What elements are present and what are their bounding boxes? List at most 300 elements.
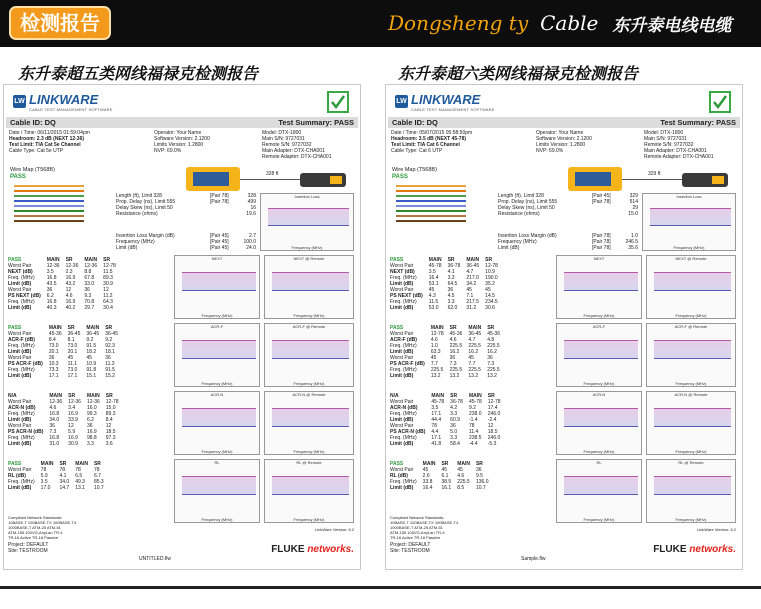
- mini-chart-title: ACR-F @ Remote: [292, 324, 326, 329]
- remote-tester-icon: [300, 173, 346, 187]
- cable-id: Cable ID: DQ: [392, 118, 438, 127]
- mini-chart-plot: [182, 272, 256, 292]
- table-cell: Worst Pair: [8, 287, 32, 293]
- meas-pair: [Pair 78]: [592, 199, 611, 205]
- table-cell: 7.1: [466, 293, 474, 299]
- meas-pairs: [592, 193, 611, 205]
- table-cell: 36: [48, 355, 55, 361]
- ilm-value: 24.0: [246, 245, 256, 251]
- table-cell: 4.6: [430, 337, 438, 343]
- table-row: [390, 441, 504, 447]
- table-cell: 45-36: [487, 331, 500, 337]
- mini-chart-plot: [650, 208, 731, 226]
- compliant-line: TR-16 Active TR-16 Passive: [8, 535, 59, 540]
- mini-chart-title: RL: [214, 460, 220, 465]
- header-main-sn: Main S/N: 9727031: [262, 136, 305, 142]
- mini-chart-plot: [654, 272, 731, 292]
- table-header-cell: SR: [487, 393, 495, 399]
- table-header-cell: MAIN: [86, 393, 100, 399]
- meas-resistance: Resistance (ohms): [498, 211, 540, 217]
- mini-chart-plot: [564, 408, 638, 428]
- header-date: Date / Time: 05/07/2015 05:58:50pm: [391, 130, 473, 136]
- bottom-divider: [0, 586, 761, 589]
- wire-map: [10, 167, 114, 227]
- wire-pair-line: [14, 205, 84, 207]
- table-cell: 40.2: [65, 305, 76, 311]
- table-cell: Limit (dB): [8, 417, 32, 423]
- header-cable-type: Cable Type: Cat 5e UTP: [9, 148, 64, 154]
- table-cell: 3.3: [450, 411, 458, 417]
- table-header-cell: SR: [449, 325, 457, 331]
- mini-chart-xlabel: Frequency (MHz): [583, 381, 615, 386]
- table-cell: 15.1: [86, 373, 97, 379]
- ilm-label: Limit (dB): [498, 245, 520, 251]
- table-cell: 217.5: [466, 299, 479, 305]
- linkware-logo-subtitle: CABLE TEST MANAGEMENT SOFTWARE: [29, 107, 113, 112]
- table-header-cell: MAIN: [75, 461, 88, 467]
- table-row: [8, 373, 121, 379]
- table-cell: -4.4: [468, 441, 478, 447]
- table-header-cell: PASS: [8, 325, 22, 331]
- table-cell: 16.8: [46, 299, 57, 305]
- mini-chart-plot: [564, 272, 638, 292]
- mini-chart-title: Insertion Loss: [294, 194, 320, 199]
- table-cell: 70.8: [84, 299, 95, 305]
- table-cell: NEXT (dB): [8, 269, 33, 275]
- table-cell: Worst Pair: [390, 467, 414, 473]
- header-nvp: NVP: 69.0%: [154, 148, 182, 154]
- top-banner: [0, 0, 761, 47]
- result-table: [8, 325, 121, 379]
- table-cell: Freq. (MHz): [8, 435, 35, 441]
- table-cell: 34.2: [466, 281, 477, 287]
- mini-chart: [174, 391, 260, 455]
- mini-chart-plot: [654, 476, 731, 496]
- table-cell: 3.5: [431, 405, 439, 411]
- table-cell: 15.2: [105, 373, 115, 379]
- header-main-adapter: Main Adapter: DTX-CHA001: [644, 148, 707, 154]
- fluke-networks-logo: [653, 545, 736, 555]
- table-cell: 17.0: [40, 485, 51, 491]
- table-cell: 11.3: [105, 361, 115, 367]
- wire-pair-line: [14, 220, 84, 222]
- table-cell: 2.3: [65, 269, 73, 275]
- brand-name: Dongsheng ty: [388, 11, 529, 35]
- table-cell: Worst Pair: [390, 399, 414, 405]
- table-cell: 16.8: [46, 275, 57, 281]
- mini-chart-xlabel: Frequency (MHz): [201, 449, 233, 454]
- table-cell: 31.2: [466, 305, 477, 311]
- header-operator: Operator: Your Name: [536, 130, 584, 136]
- table-cell: 13.2: [487, 373, 497, 379]
- cable-line: [622, 179, 682, 180]
- meas-value: 514: [629, 199, 638, 205]
- table-cell: Freq. (MHz): [8, 411, 35, 417]
- mini-chart-plot: [272, 272, 349, 292]
- table-cell: 33.8: [422, 479, 433, 485]
- mini-chart: [646, 255, 736, 319]
- table-cell: 9.2: [468, 405, 476, 411]
- project-label: Project: DEFAULT: [8, 542, 49, 548]
- table-cell: 12-78: [103, 263, 116, 269]
- table-header-cell: SR: [487, 325, 495, 331]
- table-cell: 12-36: [49, 399, 63, 405]
- header-mid: [536, 130, 592, 154]
- table-cell: 16.9: [65, 299, 76, 305]
- table-cell: 190.0: [485, 275, 498, 281]
- tester-device-illustration: [186, 167, 346, 193]
- table-cell: 40.3: [46, 305, 57, 311]
- file-name: Sample.flw: [521, 556, 546, 562]
- mini-chart-xlabel: Frequency (MHz): [201, 517, 233, 522]
- table-cell: Freq. (MHz): [390, 435, 417, 441]
- table-cell: Freq. (MHz): [8, 343, 35, 349]
- linkware-logo-text: LINKWARE: [29, 92, 99, 107]
- table-cell: 17.1: [67, 373, 78, 379]
- table-cell: 78: [431, 423, 437, 429]
- table-cell: 16.2: [468, 349, 479, 355]
- brand-cable: Cable: [540, 11, 599, 35]
- wire-pair-line: [14, 190, 84, 192]
- ilm-label: Limit (dB): [116, 245, 138, 251]
- cable-id: Cable ID: DQ: [10, 118, 56, 127]
- result-table: [390, 257, 501, 311]
- table-cell: 98.8: [86, 435, 97, 441]
- table-cell: 12-36: [65, 263, 79, 269]
- result-table: [8, 393, 122, 447]
- wire-pair-line: [396, 195, 466, 197]
- table-cell: 16.4: [422, 485, 433, 491]
- table-cell: Limit (dB): [390, 485, 414, 491]
- table-cell: RL (dB): [390, 473, 408, 479]
- table-cell: 238.0: [468, 411, 482, 417]
- table-cell: 5.0: [450, 429, 458, 435]
- table-cell: 29.7: [84, 305, 95, 311]
- table-cell: 3.3: [447, 299, 455, 305]
- mini-chart-xlabel: Frequency (MHz): [293, 313, 325, 318]
- table-cell: 78: [468, 423, 475, 429]
- table-cell: 4.6: [49, 405, 57, 411]
- mini-chart-xlabel: Frequency (MHz): [675, 313, 707, 318]
- linkware-logo: [7, 87, 357, 115]
- table-cell: 41.8: [431, 441, 442, 447]
- mini-chart-xlabel: Frequency (MHz): [201, 313, 233, 318]
- table-cell: 97.3: [105, 435, 116, 441]
- table-header-cell: PASS: [390, 257, 404, 263]
- table-cell: 246.0: [487, 411, 501, 417]
- ilm-pair: [Pair 45]: [210, 245, 229, 251]
- header-model: Model: DTX-1800: [644, 130, 684, 136]
- ilm-pair: [Pair 45]: [210, 233, 229, 239]
- table-cell: 58.4: [450, 441, 460, 447]
- mini-chart-plot: [182, 408, 256, 428]
- table-header-cell: SR: [65, 257, 73, 263]
- project-info: [8, 542, 48, 554]
- table-cell: 62.0: [447, 305, 458, 311]
- table-cell: 3.3: [450, 435, 458, 441]
- table-cell: Limit (dB): [390, 349, 414, 355]
- table-cell: 13.2: [430, 373, 441, 379]
- wire-pair-line: [396, 205, 466, 207]
- mini-chart-xlabel: Frequency (MHz): [293, 449, 325, 454]
- meas-values: [242, 193, 256, 217]
- mini-chart-title: RL @ Remote: [678, 460, 704, 465]
- table-cell: PS ACR-N (dB): [390, 429, 426, 435]
- mini-chart-title: ACR-N: [210, 392, 224, 397]
- table-cell: 6.2: [86, 417, 94, 423]
- table-cell: 14.7: [59, 485, 70, 491]
- mini-chart: [264, 459, 354, 523]
- table-cell: 3.3: [447, 275, 455, 281]
- mini-chart-title: RL @ Remote: [296, 460, 322, 465]
- table-cell: 49.3: [75, 479, 85, 485]
- wire-pair-line: [14, 185, 84, 187]
- mini-chart-title: Insertion Loss: [676, 194, 702, 199]
- ilm-value: 100.0: [243, 239, 256, 245]
- table-cell: Worst Pair: [390, 355, 414, 361]
- table-header-cell: SR: [485, 257, 493, 263]
- linkware-version: LinkWare Version: 6.2: [315, 527, 354, 532]
- wire-pair-line: [14, 215, 84, 217]
- table-cell: 36: [449, 355, 456, 361]
- linkware-logo-text: LINKWARE: [411, 92, 481, 107]
- table-header-cell: N/A: [390, 393, 399, 399]
- meas-pair: [Pair 78]: [210, 199, 229, 205]
- wire-pair-line: [396, 215, 466, 217]
- mini-chart-title: RL: [596, 460, 602, 465]
- test-summary: Test Summary: PASS: [660, 118, 736, 127]
- wire-map-title: Wire Map (T568B): [392, 167, 437, 173]
- table-cell: 10.7: [475, 485, 486, 491]
- mini-chart: [646, 459, 736, 523]
- linkware-logo-icon: LW: [395, 95, 408, 108]
- table-cell: 16.8: [49, 411, 60, 417]
- table-cell: 36-45: [468, 331, 482, 337]
- table-cell: 17.1: [431, 411, 442, 417]
- main-tester-icon: [186, 167, 240, 191]
- table-cell: 12-36: [68, 399, 81, 405]
- cable-length-label: 329 ft: [648, 171, 661, 177]
- table-cell: 36-78: [447, 263, 461, 269]
- compliant-line: TR-16 Active TR-16 Passive: [390, 535, 441, 540]
- table-cell: 63.3: [430, 349, 441, 355]
- table-cell: 44.4: [431, 417, 442, 423]
- table-cell: 64.3: [103, 299, 113, 305]
- table-cell: 12-78: [485, 263, 498, 269]
- mini-chart-xlabel: Frequency (MHz): [675, 381, 707, 386]
- tester-device-illustration: [568, 167, 728, 193]
- result-table: [8, 461, 107, 491]
- table-header-cell: SR: [450, 393, 458, 399]
- ilm-label: Insertion Loss Margin (dB): [498, 233, 557, 239]
- mini-chart-plot: [564, 340, 638, 360]
- table-cell: 4.6: [65, 293, 73, 299]
- table-cell: 36: [105, 355, 111, 361]
- table-header-cell: N/A: [8, 393, 17, 399]
- table-header-cell: SR: [59, 461, 67, 467]
- header-remote-sn: Remote S/N: 9727032: [262, 142, 312, 148]
- table-cell: Freq. (MHz): [390, 343, 417, 349]
- table-cell: 73.3: [48, 367, 59, 373]
- mini-chart-plot: [182, 340, 256, 360]
- table-cell: 31.0: [49, 441, 60, 447]
- table-cell: 4.8: [487, 337, 495, 343]
- ilm-pair: [Pair 45]: [210, 239, 229, 245]
- table-cell: 16.9: [65, 275, 76, 281]
- table-cell: ACR-N (dB): [390, 405, 418, 411]
- table-cell: 238.5: [468, 435, 482, 441]
- wire-pair-line: [396, 185, 466, 187]
- table-cell: Limit (dB): [8, 441, 32, 447]
- table-cell: 9.2: [105, 337, 113, 343]
- table-header-cell: SR: [93, 461, 101, 467]
- table-row: [390, 485, 491, 491]
- table-cell: 4.7: [466, 269, 474, 275]
- table-cell: 91.8: [86, 367, 97, 373]
- meas-pair: [Pair 78]: [210, 193, 229, 199]
- mini-chart: [646, 391, 736, 455]
- mini-chart-title: NEXT: [593, 256, 605, 261]
- table-cell: 36: [84, 287, 90, 293]
- ilm-pair: [Pair 78]: [592, 233, 611, 239]
- table-cell: 45: [428, 287, 435, 293]
- compliant-line: Compliant Network Standards:: [390, 515, 445, 520]
- table-header-cell: PASS: [390, 461, 404, 467]
- report-sheet-cat6: [385, 84, 743, 570]
- cable-id-bar: [388, 117, 740, 128]
- table-cell: 11.5: [428, 299, 439, 305]
- table-cell: 12: [65, 287, 72, 293]
- table-cell: 13.2: [468, 373, 479, 379]
- header-nvp: NVP: 69.0%: [536, 148, 564, 154]
- wire-pair-line: [396, 200, 466, 202]
- table-cell: 10.7: [93, 485, 104, 491]
- table-cell: 53.1: [428, 281, 439, 287]
- header-mid: [154, 130, 210, 154]
- table-header-cell: SR: [105, 393, 113, 399]
- table-cell: Limit (dB): [390, 281, 414, 287]
- table-cell: 91.5: [86, 343, 97, 349]
- table-cell: 3.5: [46, 269, 54, 275]
- result-table: [390, 461, 491, 491]
- table-cell: 3.5: [40, 479, 48, 485]
- table-cell: 225.5: [457, 479, 470, 485]
- table-cell: PS NEXT (dB): [8, 293, 41, 299]
- ilm-values: [618, 233, 638, 251]
- table-cell: 8.1: [67, 337, 75, 343]
- table-cell: 64.5: [447, 281, 458, 287]
- table-cell: 85.3: [93, 479, 104, 485]
- compliant-line: 10BASE-T 100BASE-TX 100BASE-T4: [8, 520, 77, 525]
- table-cell: 34.0: [49, 417, 60, 423]
- table-header-cell: SR: [447, 257, 455, 263]
- header-software: Software Version: 2.1200: [154, 136, 210, 142]
- table-cell: Freq. (MHz): [390, 275, 417, 281]
- header-remote-sn: Remote S/N: 9727032: [644, 142, 694, 148]
- table-cell: 8.4: [48, 337, 56, 343]
- table-cell: 225.5: [449, 367, 463, 373]
- meas-length: Length (ft), Limit 328: [116, 193, 162, 199]
- table-cell: 234.5: [485, 299, 498, 305]
- table-cell: ACR-F (dB): [8, 337, 35, 343]
- linkware-version: LinkWare Version: 6.2: [697, 527, 736, 532]
- table-cell: Worst Pair: [8, 263, 32, 269]
- table-header-cell: MAIN: [466, 257, 480, 263]
- table-cell: 45: [485, 287, 491, 293]
- table-cell: 13.2: [449, 373, 460, 379]
- report-caption-cat6: 东升泰超六类网线福禄克检测报告: [398, 64, 639, 83]
- table-cell: 45: [422, 467, 429, 473]
- ilm-value: 246.5: [625, 239, 638, 245]
- mini-chart-xlabel: Frequency (MHz): [291, 245, 323, 250]
- table-row: [8, 441, 122, 447]
- table-header-cell: SR: [103, 257, 111, 263]
- project-label: Project: DEFAULT: [390, 542, 431, 548]
- meas-prop-delay: Prop. Delay (ns), Limit 555: [498, 199, 558, 205]
- table-cell: 12-36: [84, 263, 98, 269]
- table-cell: 10.9: [86, 361, 97, 367]
- table-header-cell: MAIN: [49, 393, 63, 399]
- mini-chart-xlabel: Frequency (MHz): [673, 245, 705, 250]
- brand-title: [388, 5, 731, 41]
- table-cell: 11.1: [67, 361, 77, 367]
- wire-pair-line: [396, 190, 466, 192]
- table-row: [390, 373, 503, 379]
- mini-chart-plot: [272, 408, 349, 428]
- table-cell: PS NEXT (dB): [390, 293, 423, 299]
- table-cell: 4.2: [450, 405, 458, 411]
- table-cell: 4.1: [447, 269, 455, 275]
- compliant-line: Compliant Network Standards:: [8, 515, 63, 520]
- table-cell: 36: [86, 423, 93, 429]
- table-cell: 45-36: [449, 331, 463, 337]
- ilm-value: 1.0: [631, 233, 638, 239]
- meas-value: 29: [632, 205, 638, 211]
- table-cell: 12: [105, 423, 112, 429]
- table-cell: 12-78: [430, 331, 444, 337]
- mini-chart: [174, 323, 260, 387]
- table-header-cell: PASS: [8, 461, 22, 467]
- wire-map: [392, 167, 496, 227]
- table-cell: 4.3: [428, 293, 436, 299]
- table-cell: 225.5: [468, 343, 481, 349]
- table-cell: 12: [487, 423, 494, 429]
- cable-id-bar: [6, 117, 358, 128]
- table-header-cell: SR: [67, 325, 75, 331]
- table-header-cell: SR: [68, 393, 76, 399]
- report-sheet-cat5e: [3, 84, 361, 570]
- pass-check-icon: [327, 91, 349, 113]
- table-cell: 89.3: [103, 275, 113, 281]
- table-cell: 16.2: [449, 349, 460, 355]
- mini-chart-xlabel: Frequency (MHz): [293, 517, 325, 522]
- table-cell: 16.4: [428, 275, 439, 281]
- table-cell: 16.9: [68, 411, 78, 417]
- table-header-cell: MAIN: [430, 325, 444, 331]
- table-cell: 5.9: [40, 473, 48, 479]
- table-cell: 3.4: [68, 405, 76, 411]
- table-cell: PS ACR-F (dB): [8, 361, 43, 367]
- wire-pair-line: [14, 195, 84, 197]
- table-cell: 12-78: [105, 399, 119, 405]
- networks-word: networks.: [689, 544, 736, 555]
- table-cell: 30.6: [485, 305, 495, 311]
- linkware-logo: [389, 87, 739, 115]
- table-cell: 9.3: [84, 293, 92, 299]
- table-cell: 7.3: [449, 361, 457, 367]
- header-limits: Limits Version: 1.2800: [154, 142, 204, 148]
- site-label: Site: TESTROOM: [8, 548, 48, 554]
